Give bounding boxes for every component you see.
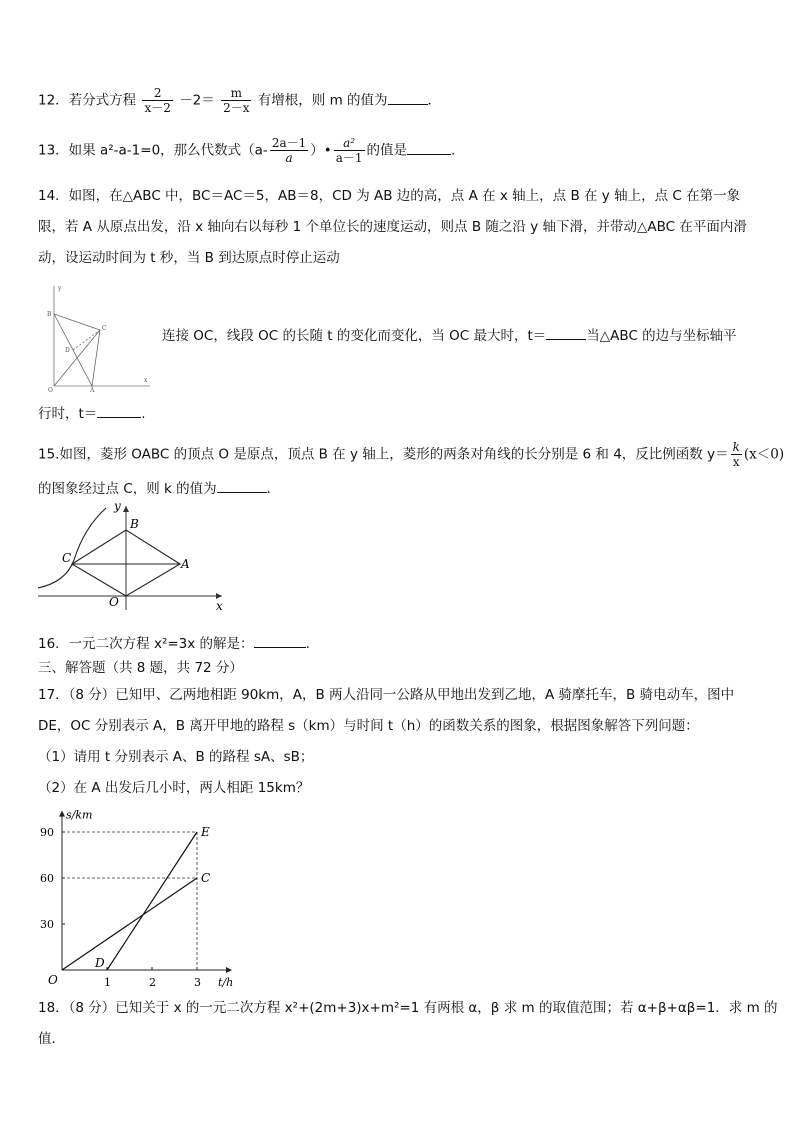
q14-label-x: x xyxy=(144,377,148,384)
q17-line-4: （2）在 A 出发后几小时，两人相距 15km？ xyxy=(38,780,310,796)
y-axis-label: s/km xyxy=(66,808,93,822)
q15-label-c: C xyxy=(62,551,72,565)
q15-figure xyxy=(36,500,232,616)
question-12: 12．若分式方程 $\frac{2}{x-2}$ －2＝ $\frac{m}{2-x}$ 有增根，则 m 的值为 ． xyxy=(38,86,442,115)
q14-label-y: y xyxy=(58,285,62,292)
q15-answer-blank[interactable] xyxy=(217,492,267,493)
q15-hyperbola-curve xyxy=(38,508,106,588)
x-tick-label: 1 xyxy=(104,976,111,989)
q12-fraction-1: $\frac{2}{x-2}$ xyxy=(144,86,171,115)
q14-label-b: B xyxy=(47,311,52,318)
y-tick-label: 60 xyxy=(40,872,54,885)
q17-line-2: DE，OC 分别表示 A，B 离开甲地的路程 s（km）与时间 t（h）的函数关系的图象，根据图象解答下列问题： xyxy=(38,718,699,734)
q18-line-2: 值． xyxy=(38,1031,65,1047)
q15-line-1: 15.如图，菱形 OABC 的顶点 O 是原点，顶点 B 在 y 轴上，菱形的两条对角线的长分别是 6 和 4，反比例函数 y＝ $\frac{k}{x}$ (x＜0) xyxy=(38,440,785,469)
q14-line-4: 连接 OC，线段 OC 的长随 t 的变化而变化，当 OC 最大时，t＝ 当△ABC 的边与坐标轴平 xyxy=(162,328,737,344)
q17-line-3: （1）请用 t 分别表示 A、B 的路程 sA、sB； xyxy=(38,749,314,765)
q15-label-b: B xyxy=(130,517,139,531)
q14-answer-blank-2[interactable] xyxy=(97,417,141,418)
question-13: 13．如果 a²-a-1=0，那么代数式（a- $\frac{2a-1}{a}$ ）• $\frac{\text{a²}}{a-1}$ 的值是 . xyxy=(38,136,456,165)
x-tick-label: 3 xyxy=(194,976,201,989)
section-3-title: 三、解答题（共 8 题，共 72 分） xyxy=(38,660,243,676)
q13-fraction-2: $\frac{\text{a²}}{a-1}$ xyxy=(335,136,363,165)
q15-line-2: 的图象经过点 C，则 k 的值为 ． xyxy=(38,481,281,497)
question-16: 16．一元二次方程 x²=3x 的解是： . xyxy=(38,636,310,652)
point-label-d: D xyxy=(95,956,105,970)
y-axis-arrow xyxy=(59,811,65,817)
x-axis-label: t/h xyxy=(218,976,234,989)
q14-line-1: 14．如图，在△ABC 中，BC＝AC＝5，AB＝8，CD 为 AB 边的高，点 A 在 x 轴上，点 B 在 y 轴上，点 C 在第一象 xyxy=(38,188,741,204)
q14-line-5: 行时，t＝ . xyxy=(38,406,146,422)
x-axis-arrow xyxy=(226,967,232,973)
x-tick-label: 2 xyxy=(149,976,156,989)
q18-line-1: 18．（8 分）已知关于 x 的一元二次方程 x²+(2m+3)x+m²=1 有两根 α，β 求 m 的取值范围；若 α+β+αβ=1．求 m 的 xyxy=(38,1000,778,1016)
q14-answer-blank-1[interactable] xyxy=(546,339,586,340)
q15-label-x: x xyxy=(216,599,223,613)
q17-line-1: 17．（8 分）已知甲、乙两地相距 90km，A，B 两人沿同一公路从甲地出发到乙地，A 骑摩托车，B 骑电动车，图中 xyxy=(38,687,735,703)
q16-answer-blank[interactable] xyxy=(254,647,306,648)
q15-label-o: O xyxy=(109,595,119,609)
q14-label-d: D xyxy=(65,347,70,354)
q14-triangle-abc xyxy=(54,314,100,386)
q15-fraction: $\frac{k}{x}$ xyxy=(732,440,740,469)
series-oc xyxy=(62,878,197,970)
q14-label-c: C xyxy=(102,325,107,332)
point-label-e: E xyxy=(201,825,210,839)
q14-figure xyxy=(44,282,156,392)
origin-label: O xyxy=(48,973,58,987)
q12-fraction-2: $\frac{m}{2-x}$ xyxy=(223,86,250,115)
point-label-c: C xyxy=(201,871,211,885)
y-tick-label: 90 xyxy=(40,826,54,839)
q14-line-3: 动，设运动时间为 t 秒，当 B 到达原点时停止运动 xyxy=(38,250,340,266)
q14-label-o: O xyxy=(48,387,53,392)
q17-chart xyxy=(36,804,256,996)
series-de xyxy=(107,832,197,970)
q15-label-a: A xyxy=(181,557,190,571)
y-tick-label: 30 xyxy=(40,918,54,931)
q15-label-y: y xyxy=(114,500,121,513)
q14-label-a: A xyxy=(90,387,95,392)
q14-line-2: 限，若 A 从原点出发，沿 x 轴向右以每秒 1 个单位长的速度运动，则点 B 随之沿 y 轴下滑，并带动△ABC 在平面内滑 xyxy=(38,219,747,235)
q13-answer-blank[interactable] xyxy=(407,154,451,155)
q12-answer-blank[interactable] xyxy=(388,104,428,105)
q13-fraction-1: $\frac{2a-1}{a}$ xyxy=(271,136,307,165)
q12-number: 12．若分式方程 xyxy=(38,92,137,109)
